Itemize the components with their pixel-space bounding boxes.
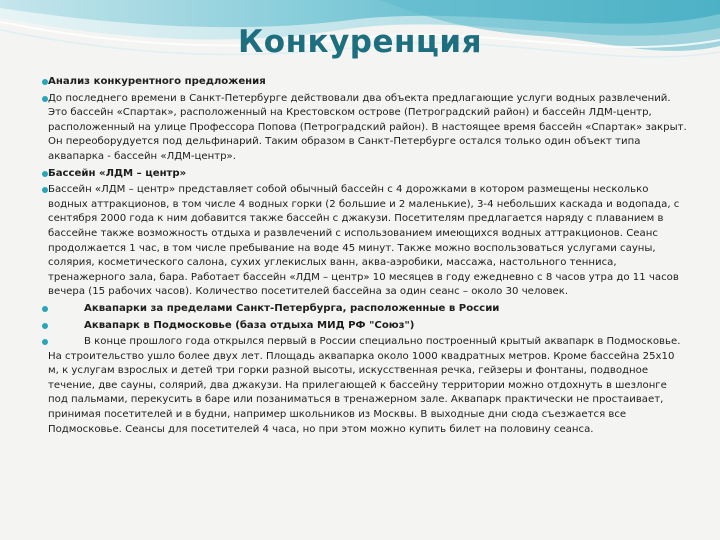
list-item-text: В конце прошлого года открылся первый в России специально построенный крытый аквапарк в Подмосковье. На строительство ушло более двух лет. Площадь аквапарка около 1000 квадратных метров. Кроме бассейна 25х10 м, к услугам взрослых и детей три горки разной высоты, искусственная речка, гейзеры и фонтаны, подводное течение, две сауны, солярий, два джакузи. На прилегающей к бассейну территории можно отдохнуть в шезлонге под пальмами, перекусить в баре или позаниматься в тренажерном зале. Аквапарк практически не простаивает, принимая посетителей и в будни, например школьников из Москвы. В выходные дни сюда съезжается все Подмосковье. Сеансы для посетителей 4 часа, но при этом можно купить билет на половину сеанса. xyxy=(48,336,681,435)
list-item xyxy=(48,92,688,165)
list-item xyxy=(48,335,688,437)
list-item-text: До последнего времени в Санкт-Петербурге действовали два объекта предлагающие услуги водных развлечений. Это бассейн «Спартак», расположенный на Крестовском острове (Петроградский район) и бассейн ЛДМ-центр, расположенный на улице Профессора Попова (Петроградский район). В настоящее время бассейн «Спартак» закрыт. Он переоборудуется под дельфинарий. Таким образом в Санкт-Петербурге остался только один объект типа аквапарка - бассейн «ЛДМ-центр». xyxy=(48,92,687,162)
bullet-icon xyxy=(42,323,48,329)
list-item xyxy=(48,75,688,90)
list-item-text: Аквапарки за пределами Санкт-Петербурга, расположенные в России xyxy=(84,302,500,314)
list-item xyxy=(48,183,688,300)
bullet-icon xyxy=(42,306,48,312)
list-item-text: Бассейн «ЛДМ – центр» xyxy=(48,167,187,179)
slide-content xyxy=(48,75,688,439)
list-item-text: Аквапарк в Подмосковье (база отдыха МИД РФ "Союз") xyxy=(84,319,415,331)
bullet-icon xyxy=(42,339,48,345)
bullet-icon xyxy=(42,171,48,177)
bullet-icon xyxy=(42,79,48,85)
list-item xyxy=(48,319,688,334)
list-item xyxy=(48,167,688,182)
slide-title: Конкуренция xyxy=(237,24,483,60)
list-item xyxy=(48,302,688,317)
bullet-icon xyxy=(42,96,48,102)
list-item-text: Анализ конкурентного предложения xyxy=(48,76,266,87)
list-item-text: Бассейн «ЛДМ – центр» представляет собой обычный бассейн с 4 дорожками в котором размещены несколько водных аттракционов, в том числе 4 водных горки (2 большие и 2 маленькие), 3-4 небольших каскада и водопада, с сентября 2000 года к ним добавится также бассейн с джакузи. Посетителям предлагается наряду с плаванием в бассейне также возможность отдыха и развлечений с использованием имеющихся водных аттракционов. Сеанс продолжается 1 час, в том числе пребывание на воде 45 минут. Также можно воспользоваться услугами сауны, солярия, косметического салона, сухих углекислых ванн, аква-аэробики, массажа, настольного тенниса, тренажерного зала, бара. Работает бассейн «ЛДМ – центр» 10 месяцев в году ежедневно с 8 часов утра до 11 часов вечера (15 рабочих часов). Количество посетителей бассейна за один сеанс – около 30 человек. xyxy=(48,184,680,298)
